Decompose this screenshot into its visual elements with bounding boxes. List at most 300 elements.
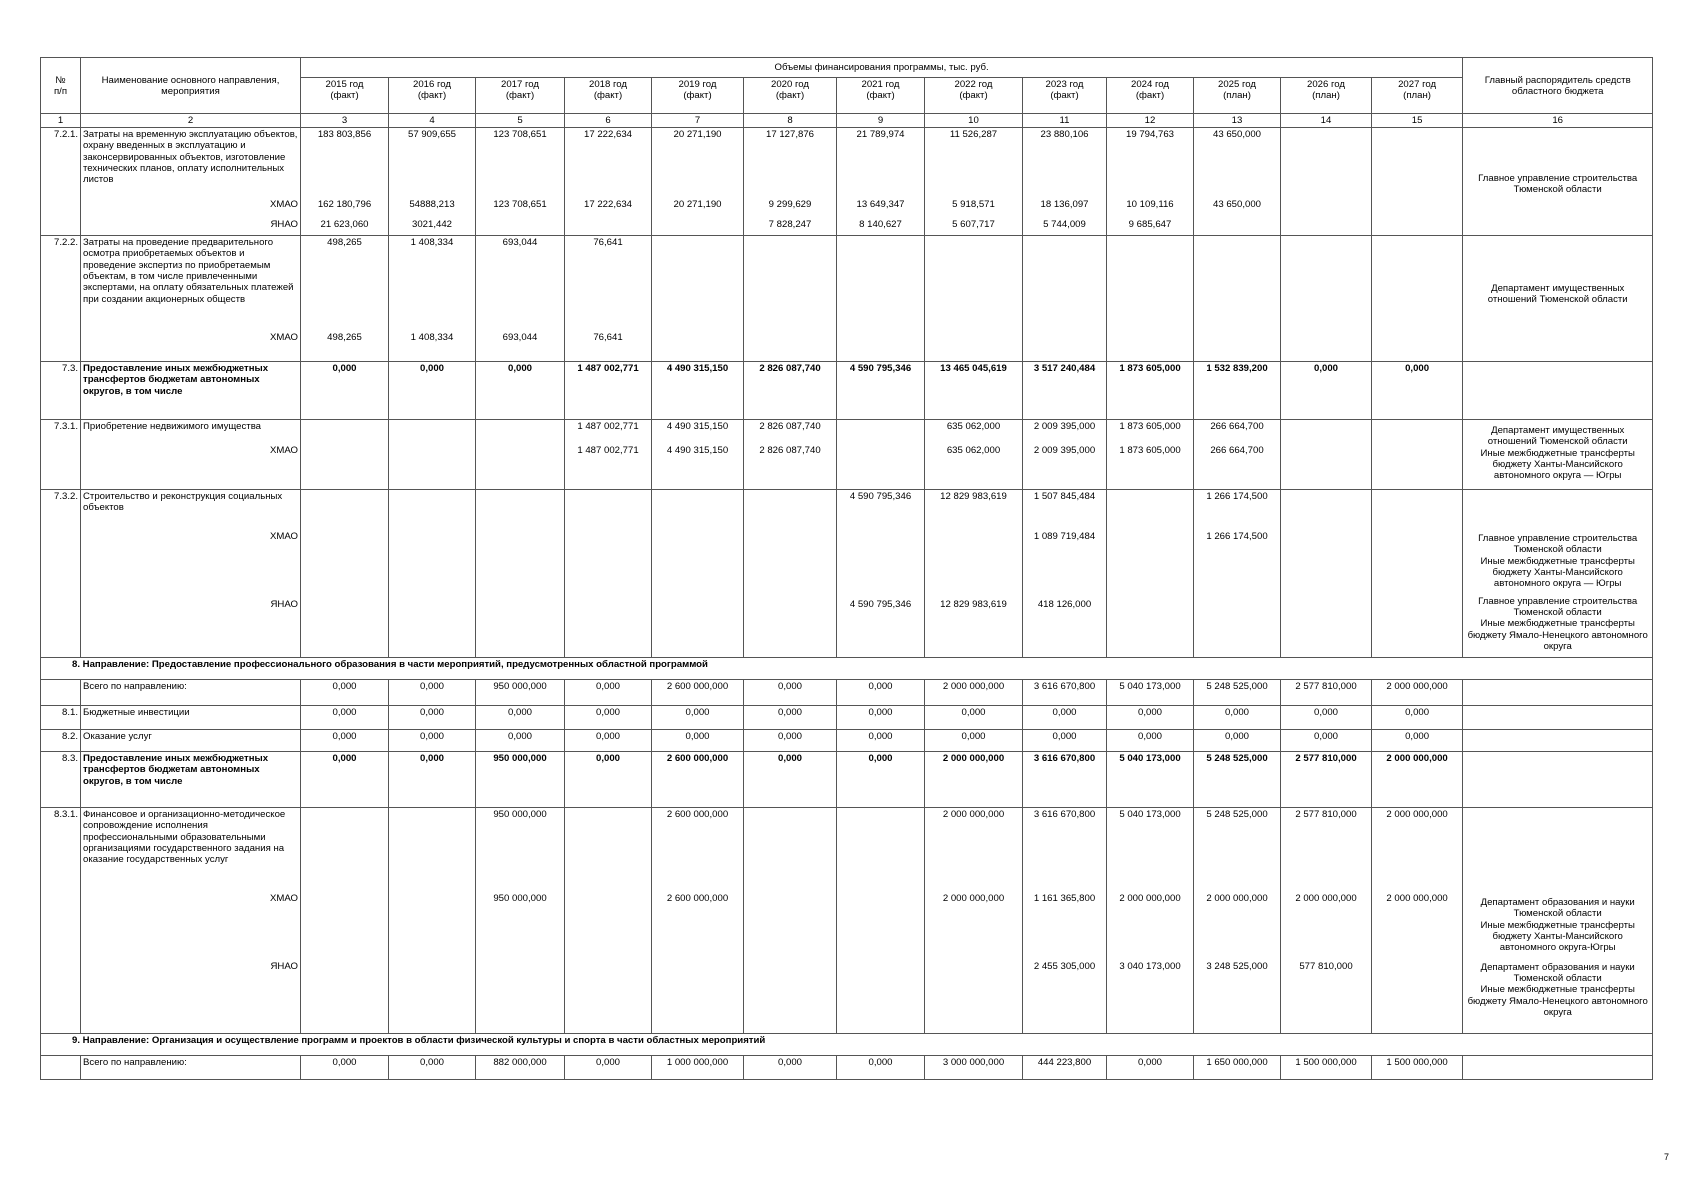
region-value <box>1109 332 1191 352</box>
year-header: 2026 год (план) <box>1281 78 1372 114</box>
department <box>1463 236 1653 362</box>
value-cell: 0,000 <box>1107 730 1194 752</box>
region-value <box>927 961 1020 981</box>
value <box>839 421 922 445</box>
year-header: 2023 год (факт) <box>1023 78 1107 114</box>
value-cell: 0,000 <box>301 706 389 730</box>
value-cell: 0,000 <box>565 1056 652 1080</box>
value-cell: 2 000 000,000 <box>925 680 1023 706</box>
department <box>1463 128 1653 236</box>
value-cell: 882 000,000 <box>476 1056 565 1080</box>
value-cell <box>925 490 1023 658</box>
value-cell: 0,000 <box>837 1056 925 1080</box>
value: 0,000 <box>419 363 444 374</box>
value-cell <box>389 752 476 808</box>
value-cell <box>837 808 925 1034</box>
value-cell <box>925 128 1023 236</box>
value-cell: 1 650 000,000 <box>1194 1056 1281 1080</box>
value-cell: 0,000 <box>1023 706 1107 730</box>
value <box>391 809 473 893</box>
value <box>746 237 834 332</box>
value <box>567 491 649 531</box>
row-number: 8.3.1. <box>41 808 81 1034</box>
column-number-row <box>41 114 1653 128</box>
column-number: 16 <box>1463 114 1653 128</box>
region-value: 950 000,000 <box>493 893 547 904</box>
value-cell <box>1107 362 1194 420</box>
value-cell <box>925 420 1023 490</box>
department <box>1463 808 1653 1034</box>
value-cell <box>744 808 837 1034</box>
value: 76,641 <box>593 237 623 248</box>
value: 635 062,000 <box>946 421 1001 432</box>
value-cell: 0,000 <box>476 730 565 752</box>
value: 1 487 002,771 <box>577 421 639 432</box>
row-name-text: Строительство и реконструкция социальных объектов <box>83 491 283 514</box>
value-cell <box>565 490 652 658</box>
value-cell <box>1107 236 1194 362</box>
value: 1 873 605,000 <box>1119 421 1181 432</box>
year-header: 2027 год (план) <box>1372 78 1463 114</box>
value-cell: 0,000 <box>389 680 476 706</box>
value: 1 487 002,771 <box>577 363 639 374</box>
region-value: 1 873 605,000 <box>1119 445 1181 456</box>
value: 950 000,000 <box>493 753 547 764</box>
value-cell <box>925 752 1023 808</box>
value <box>746 809 834 893</box>
department-text: Департамент образования и науки Тюменской области Иные межбюджетные трансферты бюджету Ямало-Ненецкого автономного округа <box>1467 961 1648 1018</box>
value-cell <box>476 490 565 658</box>
value <box>567 809 649 893</box>
value-cell <box>565 752 652 808</box>
value-cell <box>837 128 925 236</box>
value <box>746 491 834 531</box>
value-cell <box>1372 128 1463 236</box>
value-cell <box>476 420 565 490</box>
value-cell <box>1107 128 1194 236</box>
row-name-text: Затраты на проведение предварительного осмотра приобретаемых объектов и проведение экспертиз по приобретаемым объектам, в том числе привлеченными экспертами, на оплату обязательных платежей при создании акционерных обществ <box>83 237 294 305</box>
region-value: 418 126,000 <box>1037 599 1092 610</box>
value: 2 009 395,000 <box>1033 421 1096 432</box>
value-cell <box>389 362 476 420</box>
region-value <box>1374 332 1460 352</box>
region-value <box>1283 199 1369 219</box>
value-cell <box>652 752 744 808</box>
value: 950 000,000 <box>493 809 547 820</box>
value-cell <box>652 420 744 490</box>
region-label: ЯНАО <box>270 961 298 972</box>
value-cell <box>565 128 652 236</box>
value-cell: 5 248 525,000 <box>1194 680 1281 706</box>
department <box>1463 706 1653 730</box>
row-name <box>81 128 301 236</box>
row-7-3 <box>41 362 1653 420</box>
region-label: ЯНАО <box>270 599 298 610</box>
value-cell <box>744 236 837 362</box>
value: 4 490 315,150 <box>666 363 729 374</box>
value: 13 465 045,619 <box>940 363 1007 374</box>
value: 266 664,700 <box>1210 421 1264 432</box>
value-cell <box>1023 490 1107 658</box>
value: 0,000 <box>507 363 532 374</box>
region-value <box>1196 599 1278 619</box>
value: 0,000 <box>419 753 444 764</box>
value-cell <box>1194 490 1281 658</box>
value-cell <box>837 236 925 362</box>
row-name-text: Финансовое и организационно-методическое сопровождение исполнения профессиональными образовательными организациями государственного задания на оказание государственных услуг <box>83 809 286 866</box>
section-title-row <box>41 1034 1653 1056</box>
region-value <box>1283 332 1369 352</box>
region-value <box>1374 531 1460 599</box>
value-cell <box>744 362 837 420</box>
region-value <box>303 531 386 599</box>
value-cell <box>837 420 925 490</box>
region-value <box>839 893 922 961</box>
region-value: 123 708,651 <box>493 199 547 210</box>
region-value <box>478 961 562 981</box>
region-value <box>1025 332 1104 352</box>
region-value <box>567 219 649 235</box>
value: 57 909,655 <box>407 129 456 140</box>
value: 1 532 839,200 <box>1206 363 1268 374</box>
value: 12 829 983,619 <box>940 491 1007 502</box>
region-value <box>839 531 922 599</box>
row-8-3-1 <box>41 808 1653 1034</box>
year-header: 2020 год (факт) <box>744 78 837 114</box>
region-value <box>654 531 741 599</box>
region-value: 17 222,634 <box>583 199 632 210</box>
region-value <box>567 893 649 961</box>
region-value <box>1374 599 1460 619</box>
row-name <box>81 420 301 490</box>
region-value <box>303 599 386 619</box>
value-cell: 1 500 000,000 <box>1372 1056 1463 1080</box>
value-cell <box>1281 236 1372 362</box>
value-cell: 0,000 <box>565 706 652 730</box>
value-cell <box>1281 490 1372 658</box>
row-name <box>81 808 301 1034</box>
row-8-3 <box>41 752 1653 808</box>
value-cell <box>1281 808 1372 1034</box>
region-value: 8 140,627 <box>859 219 902 230</box>
value-cell: 0,000 <box>1281 730 1372 752</box>
value: 0,000 <box>332 753 357 764</box>
value-cell <box>301 752 389 808</box>
region-value: 10 109,116 <box>1126 199 1174 210</box>
header-dept: Главный распорядитель средств областного бюджета <box>1463 58 1653 114</box>
value-cell: 0,000 <box>837 730 925 752</box>
value: 43 650,000 <box>1212 129 1261 140</box>
value: 21 789,974 <box>856 129 905 140</box>
value <box>654 237 741 332</box>
value-cell <box>1372 752 1463 808</box>
value <box>303 491 386 531</box>
year-header: 2024 год (факт) <box>1107 78 1194 114</box>
section-title-row <box>41 658 1653 680</box>
region-value <box>567 531 649 599</box>
value <box>391 421 473 445</box>
row-7-3-2 <box>41 490 1653 658</box>
value: 3 517 240,484 <box>1033 363 1096 374</box>
value <box>303 421 386 445</box>
value: 0,000 <box>1313 363 1338 374</box>
year-header: 2022 год (факт) <box>925 78 1023 114</box>
region-value: 4 590 795,346 <box>849 599 912 610</box>
value: 2 000 000,000 <box>1386 753 1448 764</box>
value-cell <box>476 236 565 362</box>
budget-table <box>40 57 1653 1080</box>
value-cell <box>389 128 476 236</box>
year-header: 2015 год (факт) <box>301 78 389 114</box>
department <box>1463 490 1653 658</box>
total-label: Всего по направлению: <box>81 1056 301 1080</box>
value: 498,265 <box>327 237 362 248</box>
year-header: 2019 год (факт) <box>652 78 744 114</box>
region-value: 577 810,000 <box>1299 961 1353 972</box>
value-cell <box>1281 128 1372 236</box>
value-cell: 1 000 000,000 <box>652 1056 744 1080</box>
value-cell <box>744 490 837 658</box>
value-cell <box>1194 752 1281 808</box>
value-cell <box>1023 128 1107 236</box>
region-value <box>1109 531 1191 599</box>
value-cell <box>1194 420 1281 490</box>
region-value <box>1283 531 1369 599</box>
region-value <box>1374 961 1460 981</box>
department <box>1463 730 1653 752</box>
value-cell: 0,000 <box>389 730 476 752</box>
region-value <box>1283 599 1369 619</box>
value-cell <box>744 752 837 808</box>
value-cell <box>837 752 925 808</box>
value-cell <box>1194 362 1281 420</box>
row-number <box>41 1056 81 1080</box>
region-value <box>654 599 741 619</box>
value <box>391 491 473 531</box>
value: 2 600 000,000 <box>666 753 729 764</box>
region-value: 3021,442 <box>411 219 452 230</box>
value-cell: 0,000 <box>1194 706 1281 730</box>
region-value: 20 271,190 <box>673 199 722 210</box>
value: 20 271,190 <box>673 129 722 140</box>
value-cell: 0,000 <box>301 730 389 752</box>
region-value: 21 623,060 <box>320 219 369 230</box>
value: 2 577 810,000 <box>1295 753 1357 764</box>
value-cell: 0,000 <box>565 730 652 752</box>
year-header: 2025 год (план) <box>1194 78 1281 114</box>
value <box>303 809 386 893</box>
value-cell: 2 000 000,000 <box>1372 680 1463 706</box>
region-value <box>391 531 473 599</box>
value-cell: 0,000 <box>1194 730 1281 752</box>
department-text: Департамент образования и науки Тюменской области Иные межбюджетные трансферты бюджету Ханты-Мансийского автономного округа-Югры <box>1480 897 1635 954</box>
region-value <box>1283 219 1369 235</box>
value-cell: 5 040 173,000 <box>1107 680 1194 706</box>
value-cell <box>744 128 837 236</box>
value: 0,000 <box>868 753 893 764</box>
section-title: 8. Направление: Предоставление профессионального образования в части мероприятий, предусмотренных областной программой <box>41 658 1653 680</box>
value-cell <box>301 362 389 420</box>
value-cell <box>1281 420 1372 490</box>
region-value <box>839 332 922 352</box>
total-label: Всего по направлению: <box>81 680 301 706</box>
region-value <box>654 219 741 235</box>
value-cell <box>565 236 652 362</box>
row-7-2-2 <box>41 236 1653 362</box>
value-cell <box>925 362 1023 420</box>
row-name: Бюджетные инвестиции <box>81 706 301 730</box>
row-name <box>81 490 301 658</box>
column-number: 7 <box>652 114 744 128</box>
department <box>1463 362 1653 420</box>
value-cell <box>1107 808 1194 1034</box>
value: 1 266 174,500 <box>1206 491 1268 502</box>
value-cell: 0,000 <box>837 706 925 730</box>
value <box>478 421 562 445</box>
value: 123 708,651 <box>493 129 547 140</box>
region-value: 2 000 000,000 <box>1119 893 1181 904</box>
region-value: 1 161 365,800 <box>1033 893 1096 904</box>
row-number: 7.2.1. <box>41 128 81 236</box>
value-cell <box>652 808 744 1034</box>
value <box>1374 237 1460 332</box>
region-value <box>1374 199 1460 219</box>
value-cell: 0,000 <box>744 706 837 730</box>
department-text: Главное управление строительства Тюменской области Иные межбюджетные трансферты бюджету Ханты-Мансийского автономного округа — Югры <box>1478 533 1638 590</box>
region-value: 498,265 <box>327 332 362 343</box>
department-text: Департамент имущественных отношений Тюменской области <box>1487 283 1628 306</box>
value-cell: 0,000 <box>744 1056 837 1080</box>
value-cell: 0,000 <box>389 1056 476 1080</box>
row-name-text: Затраты на временную эксплуатацию объектов, охрану введенных в эксплуатацию и законсервированных объектов, изготовление технических планов, оплату исполнительных листов <box>83 129 298 186</box>
region-value: 1 089 719,484 <box>1033 531 1096 542</box>
region-value: 5 607,717 <box>952 219 995 230</box>
value: 2 000 000,000 <box>1386 809 1448 820</box>
row-number: 7.3.2. <box>41 490 81 658</box>
region-value <box>567 961 649 981</box>
value: 3 616 670,800 <box>1033 753 1096 764</box>
value-cell <box>476 362 565 420</box>
value-cell: 2 577 810,000 <box>1281 680 1372 706</box>
region-value: 18 136,097 <box>1040 199 1089 210</box>
region-value: 1 266 174,500 <box>1206 531 1268 542</box>
value-cell <box>476 128 565 236</box>
value: 23 880,106 <box>1040 129 1089 140</box>
region-value <box>839 445 922 465</box>
region-value: 7 828,247 <box>768 219 812 230</box>
value-cell: 0,000 <box>1372 730 1463 752</box>
value-cell <box>1194 128 1281 236</box>
region-value <box>567 599 649 619</box>
value: 4 590 795,346 <box>849 491 912 502</box>
department-text: Департамент имущественных отношений Тюменской области Иные межбюджетные трансферты бюджету Ханты-Мансийского автономного округа — Югры <box>1480 425 1635 482</box>
value <box>1109 237 1191 332</box>
region-value: 9 299,629 <box>768 199 812 210</box>
section-title: 9. Направление: Организация и осуществление программ и проектов в области физической культуры и спорта в части областных мероприятий <box>41 1034 1653 1056</box>
value: 2 000 000,000 <box>942 809 1005 820</box>
region-value <box>478 445 562 465</box>
value-cell: 0,000 <box>925 706 1023 730</box>
table-header <box>41 58 1653 128</box>
value-cell: 1 500 000,000 <box>1281 1056 1372 1080</box>
region-label: ХМАО <box>269 332 298 343</box>
value-cell <box>652 236 744 362</box>
region-value <box>303 893 386 961</box>
column-number: 15 <box>1372 114 1463 128</box>
value-cell <box>837 490 925 658</box>
region-value: 43 650,000 <box>1212 199 1261 210</box>
department-text: Главное управление строительства Тюменской области <box>1478 173 1638 196</box>
row-7-3-1 <box>41 420 1653 490</box>
value-cell: 950 000,000 <box>476 680 565 706</box>
value-cell <box>925 236 1023 362</box>
value-cell <box>925 808 1023 1034</box>
value-cell <box>1023 420 1107 490</box>
value-cell: 0,000 <box>389 706 476 730</box>
value <box>839 237 922 332</box>
region-value <box>746 893 834 961</box>
region-value: 266 664,700 <box>1210 445 1264 456</box>
region-value: 1 408,334 <box>410 332 454 343</box>
value-cell: 0,000 <box>1107 706 1194 730</box>
region-value <box>654 332 741 352</box>
column-number: 9 <box>837 114 925 128</box>
value-cell <box>1194 808 1281 1034</box>
value-cell: 0,000 <box>744 730 837 752</box>
region-value <box>1109 599 1191 619</box>
value-cell <box>565 362 652 420</box>
value: 1 873 605,000 <box>1119 363 1181 374</box>
value-cell <box>1372 490 1463 658</box>
value-cell <box>1194 236 1281 362</box>
region-value <box>303 445 386 465</box>
column-number: 13 <box>1194 114 1281 128</box>
region-value <box>478 219 562 235</box>
value-cell <box>1281 362 1372 420</box>
region-value: 5 744,009 <box>1043 219 1086 230</box>
region-value: 76,641 <box>593 332 623 343</box>
value-cell <box>1107 490 1194 658</box>
region-value <box>927 531 1020 599</box>
row-number: 7.3.1. <box>41 420 81 490</box>
table-body <box>41 128 1653 1080</box>
region-value <box>391 893 473 961</box>
year-header: 2018 год (факт) <box>565 78 652 114</box>
value <box>1025 237 1104 332</box>
region-label: ХМАО <box>269 531 298 542</box>
value-cell <box>476 808 565 1034</box>
region-label: ХМАО <box>269 893 298 904</box>
region-value <box>391 445 473 465</box>
region-value: 54888,213 <box>409 199 455 210</box>
region-value <box>1374 445 1460 465</box>
column-number: 12 <box>1107 114 1194 128</box>
value <box>1374 129 1460 199</box>
year-header: 2021 год (факт) <box>837 78 925 114</box>
value-cell <box>1023 362 1107 420</box>
region-value <box>654 961 741 981</box>
value <box>1374 421 1460 445</box>
value-cell: 444 223,800 <box>1023 1056 1107 1080</box>
column-number: 4 <box>389 114 476 128</box>
value: 4 490 315,150 <box>666 421 729 432</box>
value <box>1196 237 1278 332</box>
department <box>1463 1056 1653 1080</box>
value-cell: 2 600 000,000 <box>652 680 744 706</box>
value-cell <box>652 128 744 236</box>
value: 4 590 795,346 <box>849 363 912 374</box>
region-value <box>746 531 834 599</box>
